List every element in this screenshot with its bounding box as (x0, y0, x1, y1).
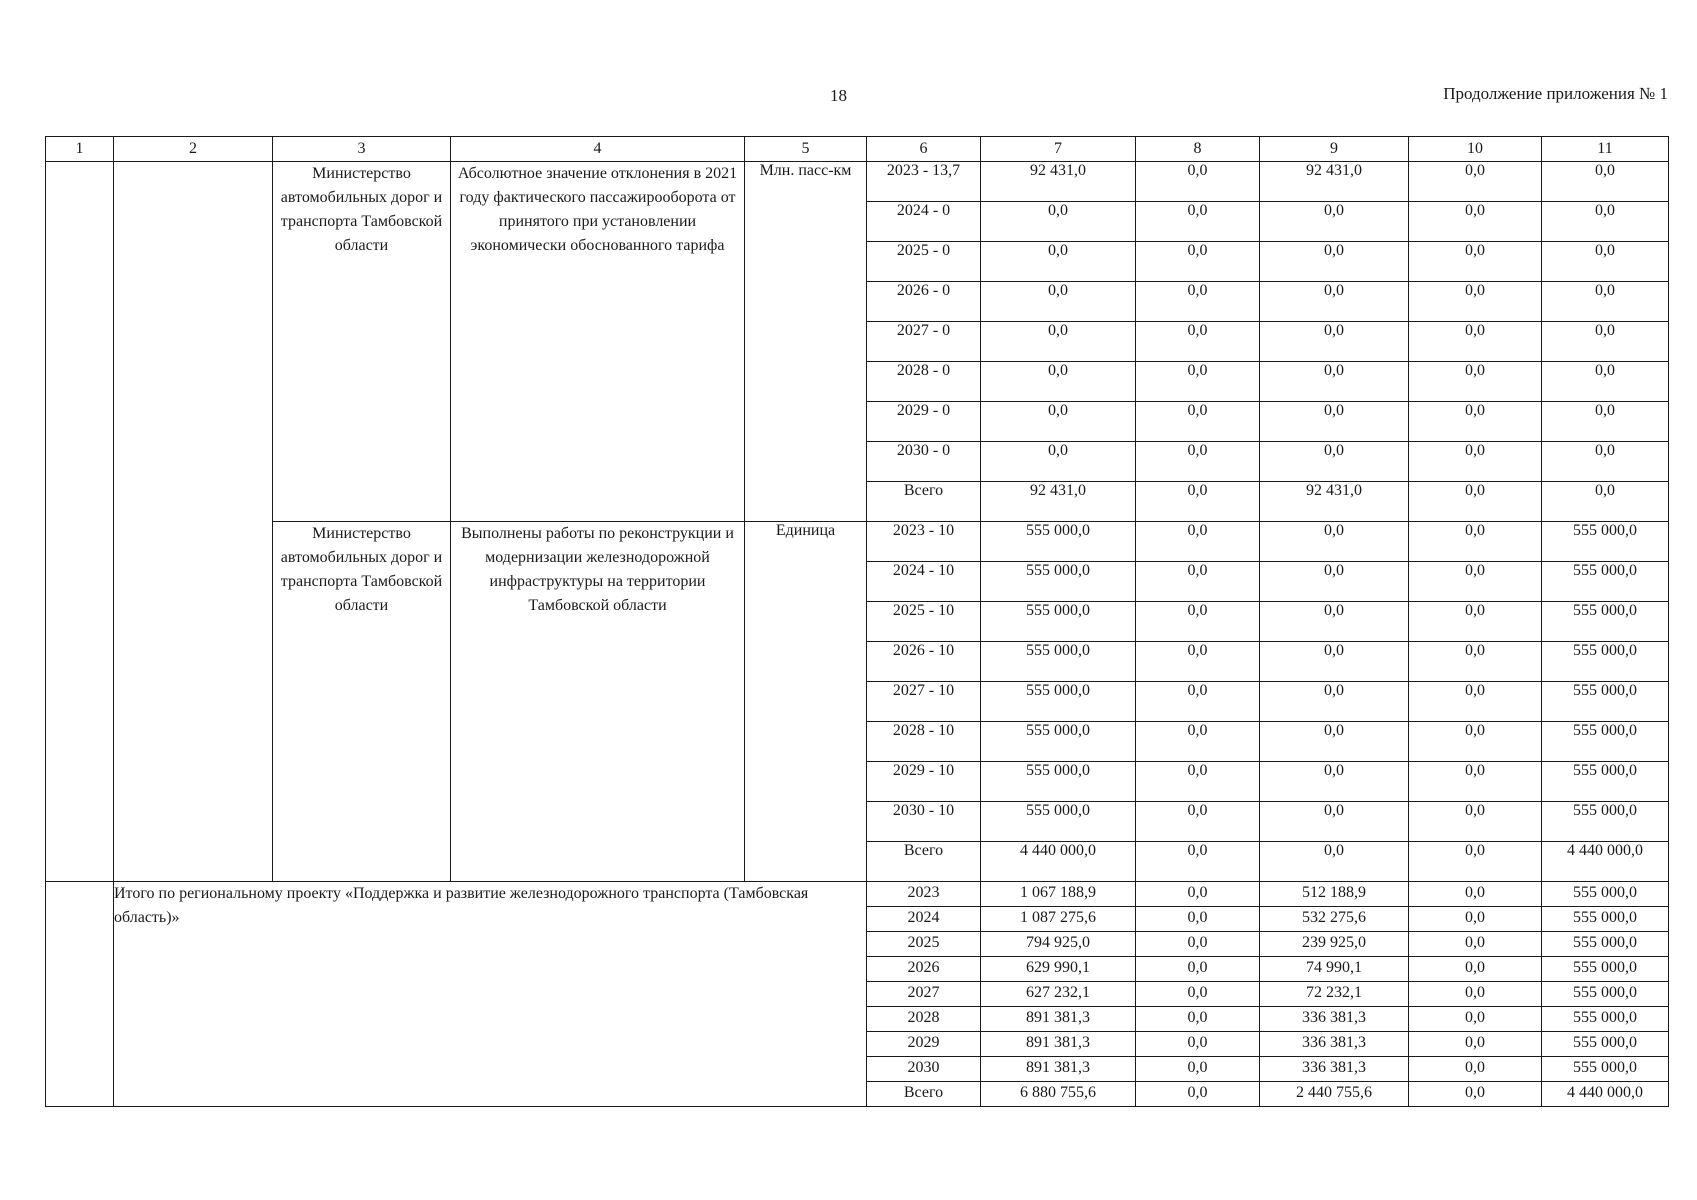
value-cell: 0,0 (1409, 602, 1542, 642)
value-cell: 0,0 (1260, 562, 1409, 602)
value-cell: 0,0 (1409, 842, 1542, 882)
total-value-cell: 0,0 (1136, 957, 1260, 982)
total-value-cell: 0,0 (1136, 882, 1260, 907)
total-value-cell: 0,0 (1136, 1082, 1260, 1107)
page-number: 18 (830, 86, 847, 105)
column-header: 8 (1136, 137, 1260, 162)
value-cell: 0,0 (1409, 682, 1542, 722)
value-cell: 0,0 (981, 442, 1136, 482)
value-cell: 0,0 (1260, 682, 1409, 722)
table-row (46, 522, 1669, 562)
value-cell: 2026 - 0 (867, 282, 981, 322)
value-cell: 4 440 000,0 (981, 842, 1136, 882)
value-cell: 0,0 (981, 322, 1136, 362)
total-value-cell: 2024 (867, 907, 981, 932)
total-value-cell: 1 087 275,6 (981, 907, 1136, 932)
value-cell: 0,0 (1260, 202, 1409, 242)
continuation-heading: Продолжение приложения № 1 (1443, 84, 1668, 103)
value-cell: 2028 - 0 (867, 362, 981, 402)
value-cell: 2024 - 0 (867, 202, 981, 242)
value-cell: 2023 - 13,7 (867, 162, 981, 202)
value-cell: 2027 - 10 (867, 682, 981, 722)
value-cell: 0,0 (981, 402, 1136, 442)
responsible-cell: Министерство автомобильных дорог и транспорта Тамбовской области (273, 162, 451, 522)
total-value-cell: 74 990,1 (1260, 957, 1409, 982)
total-value-cell: 0,0 (1409, 1007, 1542, 1032)
total-value-cell: 6 880 755,6 (981, 1082, 1136, 1107)
total-value-cell: 2 440 755,6 (1260, 1082, 1409, 1107)
value-cell: 0,0 (1260, 642, 1409, 682)
value-cell: 2030 - 0 (867, 442, 981, 482)
total-value-cell: 2026 (867, 957, 981, 982)
indicator-cell: Выполнены работы по реконструкции и модернизации железнодорожной инфраструктуры на территории Тамбовской области (451, 522, 745, 882)
value-cell: 555 000,0 (1542, 802, 1669, 842)
value-cell: 0,0 (1136, 202, 1260, 242)
value-cell: 0,0 (1136, 802, 1260, 842)
total-value-cell: 2027 (867, 982, 981, 1007)
value-cell: Всего (867, 842, 981, 882)
value-cell: 0,0 (1409, 362, 1542, 402)
total-value-cell: 512 188,9 (1260, 882, 1409, 907)
total-value-cell: 0,0 (1409, 907, 1542, 932)
value-cell: 92 431,0 (1260, 162, 1409, 202)
value-cell: 0,0 (1409, 282, 1542, 322)
value-cell: 0,0 (1260, 242, 1409, 282)
value-cell: 0,0 (1409, 482, 1542, 522)
total-value-cell: 555 000,0 (1542, 1057, 1669, 1082)
value-cell: 555 000,0 (981, 722, 1136, 762)
column-header: 2 (114, 137, 273, 162)
value-cell: 0,0 (1409, 722, 1542, 762)
value-cell: 0,0 (1542, 202, 1669, 242)
value-cell: 555 000,0 (981, 802, 1136, 842)
total-value-cell: 336 381,3 (1260, 1057, 1409, 1082)
value-cell: 0,0 (1409, 562, 1542, 602)
column-header: 10 (1409, 137, 1542, 162)
total-value-cell: 0,0 (1409, 882, 1542, 907)
value-cell: 4 440 000,0 (1542, 842, 1669, 882)
value-cell: 2029 - 0 (867, 402, 981, 442)
total-value-cell: 2028 (867, 1007, 981, 1032)
total-number-cell (46, 882, 114, 1107)
value-cell: 0,0 (1136, 842, 1260, 882)
value-cell: 555 000,0 (981, 602, 1136, 642)
value-cell: 0,0 (1136, 162, 1260, 202)
value-cell: 2029 - 10 (867, 762, 981, 802)
total-value-cell: 239 925,0 (1260, 932, 1409, 957)
value-cell: 0,0 (1409, 162, 1542, 202)
total-value-cell: 555 000,0 (1542, 1032, 1669, 1057)
value-cell: 0,0 (1136, 682, 1260, 722)
value-cell: 0,0 (1409, 202, 1542, 242)
value-cell: 0,0 (1409, 642, 1542, 682)
total-value-cell: 0,0 (1136, 1032, 1260, 1057)
value-cell: Всего (867, 482, 981, 522)
total-value-cell: 629 990,1 (981, 957, 1136, 982)
value-cell: 0,0 (1260, 322, 1409, 362)
value-cell: 0,0 (1409, 402, 1542, 442)
value-cell: 555 000,0 (981, 522, 1136, 562)
value-cell: 92 431,0 (1260, 482, 1409, 522)
value-cell: 0,0 (1260, 842, 1409, 882)
value-cell: 0,0 (1409, 322, 1542, 362)
total-value-cell: 2030 (867, 1057, 981, 1082)
value-cell: 0,0 (1260, 402, 1409, 442)
value-cell: 0,0 (1136, 402, 1260, 442)
total-value-cell: 2025 (867, 932, 981, 957)
total-value-cell: 72 232,1 (1260, 982, 1409, 1007)
value-cell: 0,0 (1260, 722, 1409, 762)
total-value-cell: 555 000,0 (1542, 982, 1669, 1007)
total-value-cell: 0,0 (1409, 957, 1542, 982)
column-header: 11 (1542, 137, 1669, 162)
value-cell: 0,0 (1136, 722, 1260, 762)
column-header: 4 (451, 137, 745, 162)
total-row (46, 882, 1669, 907)
total-value-cell: 794 925,0 (981, 932, 1136, 957)
column-header: 6 (867, 137, 981, 162)
total-value-cell: 336 381,3 (1260, 1032, 1409, 1057)
value-cell: 0,0 (1542, 162, 1669, 202)
value-cell: 0,0 (1542, 442, 1669, 482)
value-cell: 0,0 (1260, 602, 1409, 642)
total-value-cell: 555 000,0 (1542, 882, 1669, 907)
column-header: 5 (745, 137, 867, 162)
value-cell: 2026 - 10 (867, 642, 981, 682)
total-value-cell: 555 000,0 (1542, 957, 1669, 982)
total-value-cell: 0,0 (1409, 932, 1542, 957)
value-cell: 555 000,0 (1542, 722, 1669, 762)
total-value-cell: 1 067 188,9 (981, 882, 1136, 907)
total-value-cell: 555 000,0 (1542, 932, 1669, 957)
project-cell (114, 162, 273, 882)
value-cell: 555 000,0 (1542, 562, 1669, 602)
unit-cell: Единица (745, 522, 867, 882)
value-cell: 555 000,0 (1542, 522, 1669, 562)
indicator-cell: Абсолютное значение отклонения в 2021 году фактического пассажирооборота от принятого при установлении экономически обоснованного тарифа (451, 162, 745, 522)
value-cell: 555 000,0 (981, 762, 1136, 802)
total-value-cell: 0,0 (1136, 907, 1260, 932)
value-cell: 555 000,0 (1542, 602, 1669, 642)
unit-cell: Млн. пасс-км (745, 162, 867, 522)
total-value-cell: 0,0 (1136, 1057, 1260, 1082)
value-cell: 0,0 (1409, 802, 1542, 842)
value-cell: 555 000,0 (1542, 682, 1669, 722)
total-value-cell: 555 000,0 (1542, 1007, 1669, 1032)
column-header: 1 (46, 137, 114, 162)
total-value-cell: 627 232,1 (981, 982, 1136, 1007)
value-cell: 2028 - 10 (867, 722, 981, 762)
value-cell: 0,0 (1136, 562, 1260, 602)
total-value-cell: 0,0 (1136, 1007, 1260, 1032)
value-cell: 2025 - 10 (867, 602, 981, 642)
row-number-cell (46, 162, 114, 882)
value-cell: 555 000,0 (981, 642, 1136, 682)
value-cell: 0,0 (1409, 522, 1542, 562)
value-cell: 0,0 (1542, 482, 1669, 522)
value-cell: 0,0 (1260, 762, 1409, 802)
value-cell: 0,0 (1136, 362, 1260, 402)
total-value-cell: 891 381,3 (981, 1032, 1136, 1057)
value-cell: 0,0 (1136, 602, 1260, 642)
value-cell: 0,0 (1542, 282, 1669, 322)
value-cell: 0,0 (981, 282, 1136, 322)
value-cell: 0,0 (1136, 322, 1260, 362)
total-value-cell: 555 000,0 (1542, 907, 1669, 932)
value-cell: 0,0 (981, 362, 1136, 402)
total-label: Итого по региональному проекту «Поддержка и развитие железнодорожного транспорта (Тамбовская область)» (114, 882, 867, 1107)
budget-table (45, 136, 1669, 1107)
value-cell: 2025 - 0 (867, 242, 981, 282)
value-cell: 2023 - 10 (867, 522, 981, 562)
value-cell: 555 000,0 (981, 682, 1136, 722)
total-value-cell: 891 381,3 (981, 1057, 1136, 1082)
value-cell: 0,0 (981, 202, 1136, 242)
value-cell: 0,0 (1260, 522, 1409, 562)
total-value-cell: 0,0 (1136, 932, 1260, 957)
header-row (46, 137, 1669, 162)
value-cell: 0,0 (1136, 282, 1260, 322)
value-cell: 0,0 (1136, 762, 1260, 802)
total-value-cell: 2029 (867, 1032, 981, 1057)
value-cell: 0,0 (1136, 242, 1260, 282)
value-cell: 2027 - 0 (867, 322, 981, 362)
value-cell: 555 000,0 (1542, 642, 1669, 682)
value-cell: 0,0 (1260, 802, 1409, 842)
total-value-cell: Всего (867, 1082, 981, 1107)
total-value-cell: 0,0 (1136, 982, 1260, 1007)
value-cell: 92 431,0 (981, 482, 1136, 522)
value-cell: 0,0 (1136, 642, 1260, 682)
responsible-cell: Министерство автомобильных дорог и транспорта Тамбовской области (273, 522, 451, 882)
total-value-cell: 532 275,6 (1260, 907, 1409, 932)
total-value-cell: 0,0 (1409, 1082, 1542, 1107)
value-cell: 0,0 (981, 242, 1136, 282)
value-cell: 0,0 (1542, 242, 1669, 282)
value-cell: 0,0 (1542, 322, 1669, 362)
value-cell: 0,0 (1136, 482, 1260, 522)
total-value-cell: 0,0 (1409, 982, 1542, 1007)
value-cell: 0,0 (1542, 402, 1669, 442)
value-cell: 0,0 (1542, 362, 1669, 402)
value-cell: 0,0 (1409, 442, 1542, 482)
value-cell: 0,0 (1260, 362, 1409, 402)
total-value-cell: 0,0 (1409, 1057, 1542, 1082)
value-cell: 555 000,0 (1542, 762, 1669, 802)
value-cell: 0,0 (1409, 762, 1542, 802)
total-value-cell: 2023 (867, 882, 981, 907)
value-cell: 92 431,0 (981, 162, 1136, 202)
total-value-cell: 4 440 000,0 (1542, 1082, 1669, 1107)
value-cell: 0,0 (1260, 442, 1409, 482)
total-value-cell: 0,0 (1409, 1032, 1542, 1057)
value-cell: 0,0 (1136, 442, 1260, 482)
value-cell: 0,0 (1136, 522, 1260, 562)
table-row (46, 162, 1669, 202)
value-cell: 0,0 (1260, 282, 1409, 322)
column-header: 9 (1260, 137, 1409, 162)
column-header: 3 (273, 137, 451, 162)
value-cell: 0,0 (1409, 242, 1542, 282)
value-cell: 2030 - 10 (867, 802, 981, 842)
value-cell: 555 000,0 (981, 562, 1136, 602)
column-header: 7 (981, 137, 1136, 162)
total-value-cell: 891 381,3 (981, 1007, 1136, 1032)
value-cell: 2024 - 10 (867, 562, 981, 602)
total-value-cell: 336 381,3 (1260, 1007, 1409, 1032)
